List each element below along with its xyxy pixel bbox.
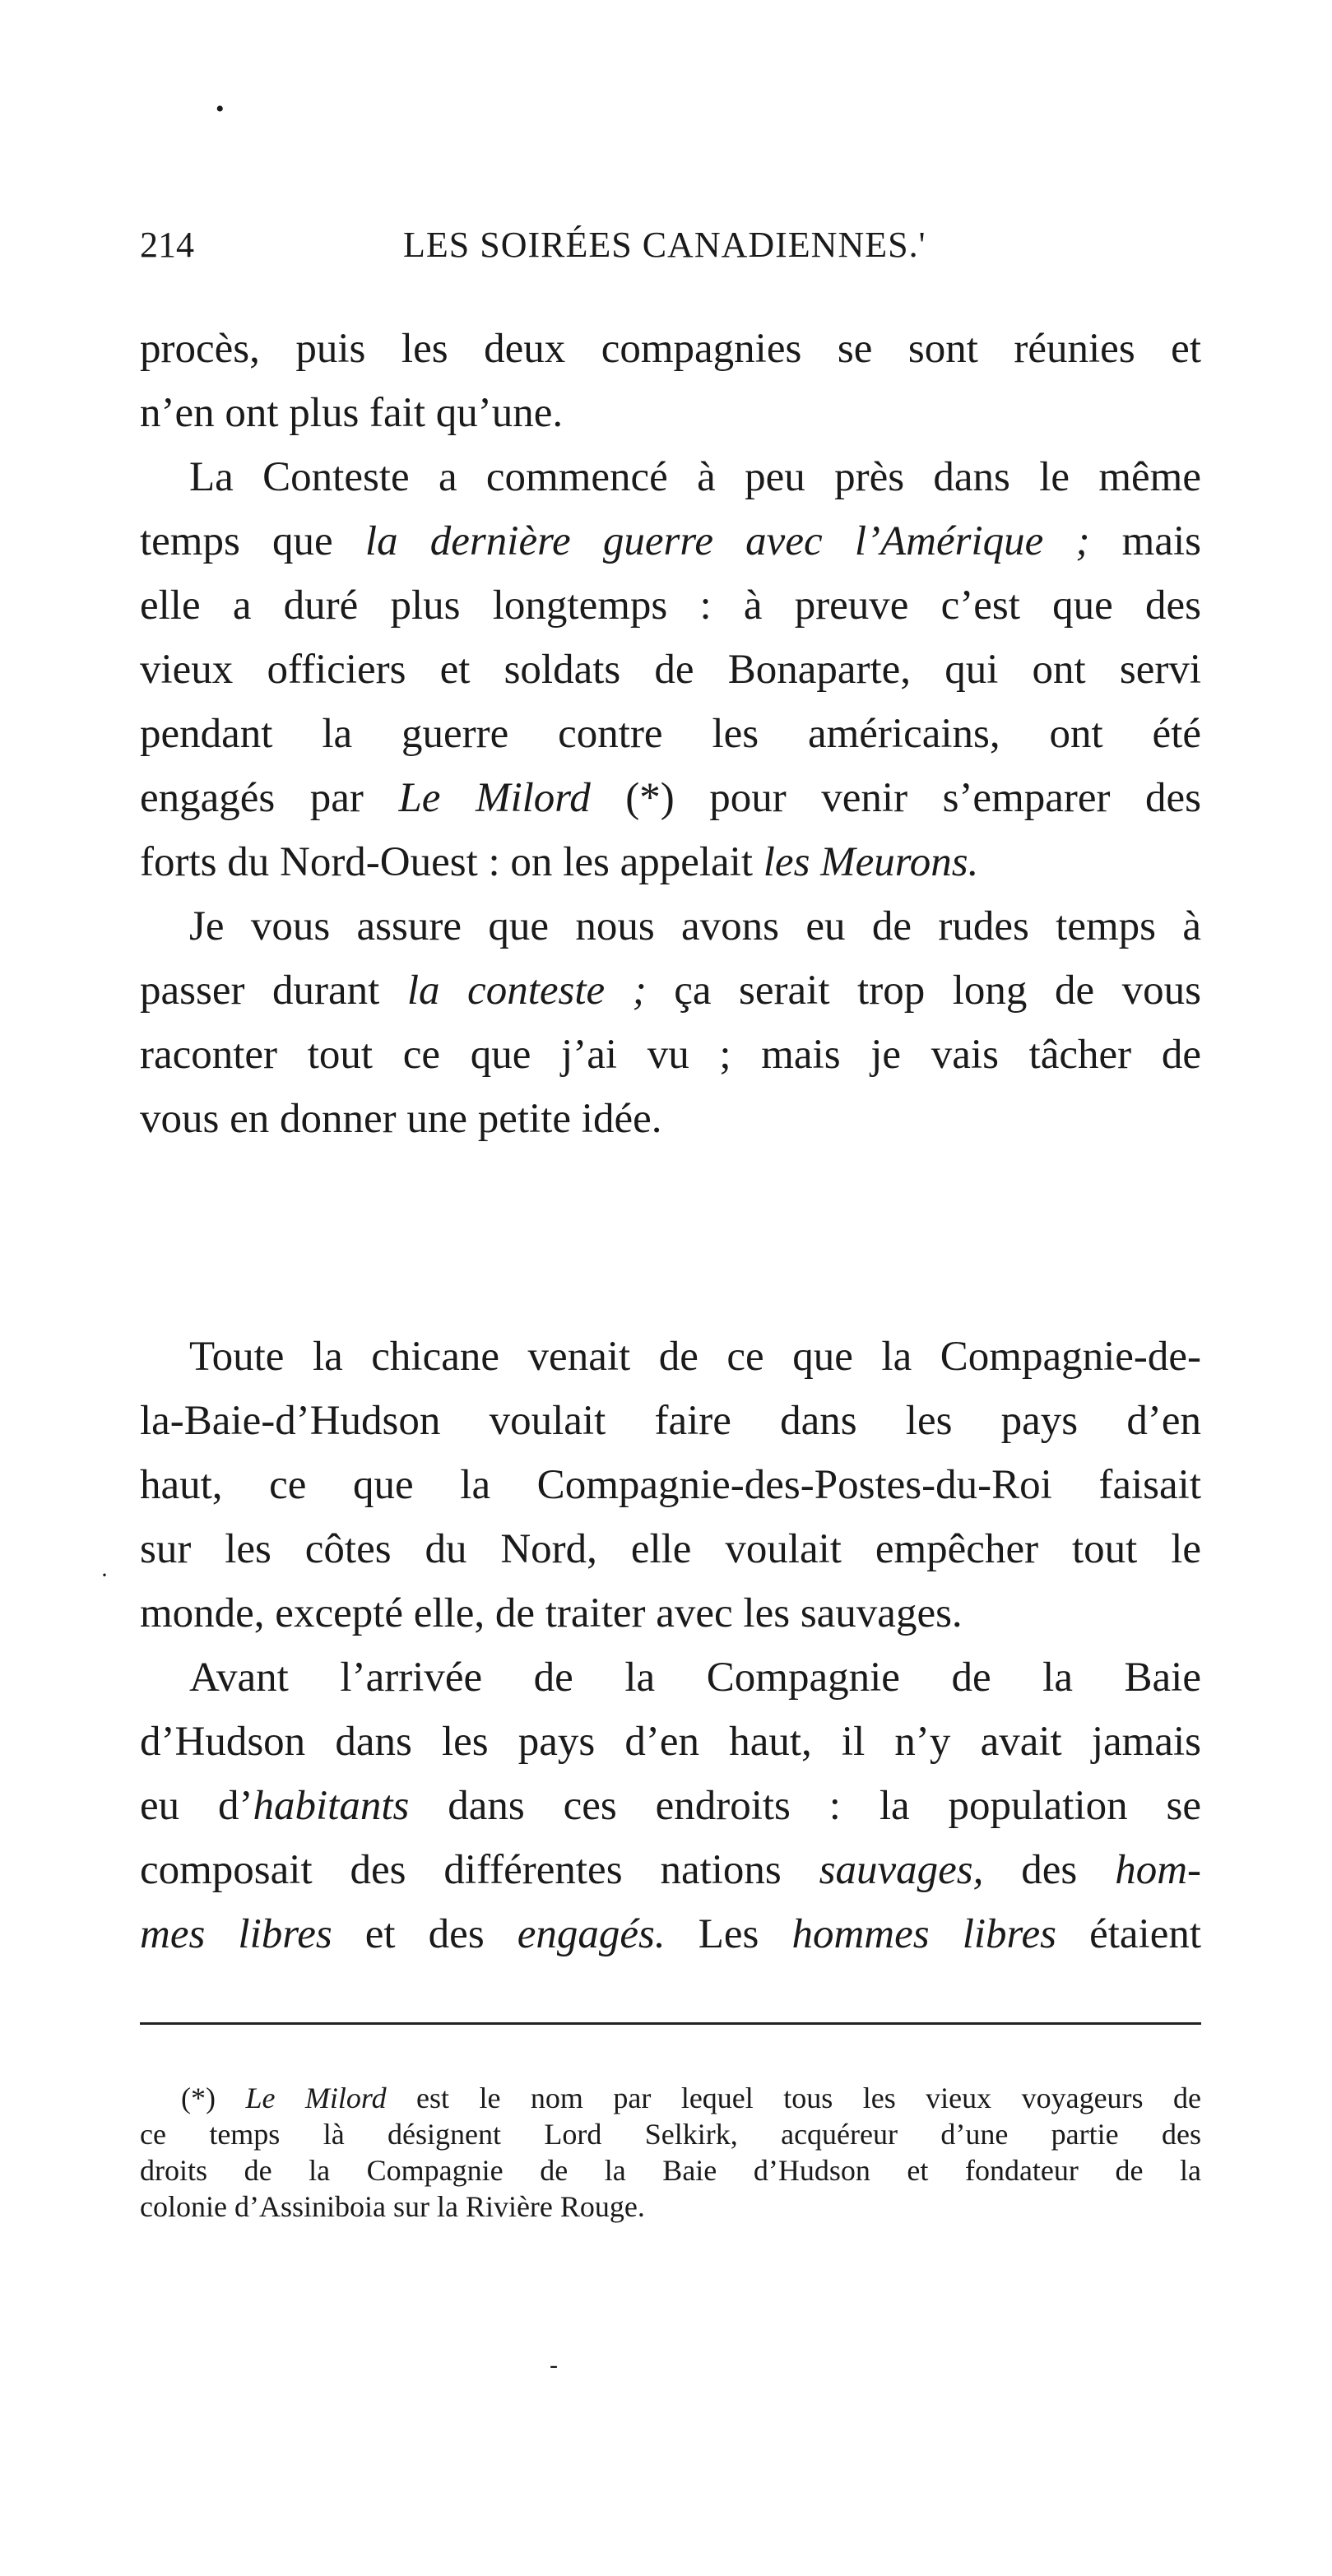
text-run: Avant l’arrivée de la Compagnie de la Baie [189, 1655, 1201, 1701]
section2-line [140, 1325, 1201, 1389]
text-run: passer durant [140, 968, 407, 1014]
stray-mark-top: • [216, 95, 225, 123]
section1-line [140, 317, 1201, 381]
text-run: d’Hudson dans les pays d’en haut, il n’y avait jamais [140, 1719, 1201, 1765]
section2-line [140, 1453, 1201, 1517]
italic-text: hommes libres [791, 1911, 1056, 1957]
section2-line [140, 1645, 1201, 1710]
text-run: vous en donner une petite idée. [140, 1096, 662, 1142]
text-run: eu d’ [140, 1783, 253, 1829]
text-run: Toute la chicane venait de ce que la Compagnie-de- [189, 1334, 1201, 1380]
text-run: des [983, 1847, 1116, 1893]
italic-text: Le Milord [398, 775, 591, 821]
italic-text: hom- [1115, 1847, 1202, 1893]
footnote-line [140, 2080, 1201, 2116]
footnote-line [140, 2116, 1201, 2152]
section2-line [140, 1389, 1201, 1453]
stray-mark-left: · [100, 1562, 109, 1589]
section1-line [140, 445, 1201, 509]
text-run: ça serait trop long de vous [646, 968, 1201, 1014]
text-run: haut, ce que la Compagnie-des-Postes-du-Roi faisait [140, 1462, 1201, 1508]
italic-text: la dernière guerre avec l’Amérique ; [364, 518, 1090, 564]
section2-line [140, 1774, 1201, 1838]
text-run: monde, excepté elle, de traiter avec les sauvages. [140, 1590, 963, 1636]
section1-line [140, 638, 1201, 702]
paragraph-block-2 [140, 1325, 1201, 1966]
running-title [403, 220, 926, 270]
text-run: vieux officiers et soldats de Bonaparte, qui ont servi [140, 647, 1201, 693]
page-number: 214 [140, 225, 194, 265]
section2-line [140, 1902, 1201, 1966]
italic-text: habitants [253, 1783, 410, 1829]
running-title-text: LES SOIRÉES CANADIENNES. [403, 225, 919, 265]
text-run: forts du Nord-Ouest : on les appelait [140, 839, 763, 885]
text-run: raconter tout ce que j’ai vu ; mais je vais tâcher de [140, 1032, 1201, 1078]
text-run: droits de la Compagnie de la Baie d’Hudson et fondateur de la [140, 2154, 1201, 2187]
italic-text: les Meurons. [763, 839, 979, 885]
text-run: n’en ont plus fait qu’une. [140, 390, 564, 436]
text-run: temps que [140, 518, 365, 564]
section1-line [140, 381, 1201, 445]
running-title-mark: ' [918, 225, 926, 265]
section1-line [140, 509, 1201, 573]
footnote-rule [140, 2022, 1201, 2025]
italic-text: engagés. [517, 1911, 666, 1957]
text-run: La Conteste a commencé à peu près dans le même [189, 454, 1201, 500]
italic-text: mes libres [140, 1911, 332, 1957]
section1-line [140, 702, 1201, 766]
text-run: et des [332, 1911, 517, 1957]
italic-text: sauvages, [819, 1847, 984, 1893]
text-run: la-Baie-d’Hudson voulait faire dans les pays d’en [140, 1398, 1201, 1444]
text-run: dans ces endroits : la population se [409, 1783, 1201, 1829]
text-run: ce temps là désignent Lord Selkirk, acquéreur d’une partie des [140, 2118, 1201, 2151]
section2-line [140, 1581, 1201, 1645]
text-run: mais [1089, 518, 1201, 564]
italic-text: Le Milord [245, 2082, 387, 2114]
section2-line [140, 1838, 1201, 1902]
text-run: sur les côtes du Nord, elle voulait empêcher tout le [140, 1526, 1201, 1572]
stray-mark-bottom: - [550, 2351, 558, 2379]
running-header [140, 220, 1201, 270]
text-run: composait des différentes nations [140, 1847, 819, 1893]
footnote [140, 2080, 1201, 2225]
section1-line [140, 766, 1201, 830]
text-run: Je vous assure que nous avons eu de rudes temps à [189, 903, 1201, 949]
footnote-line [140, 2188, 1201, 2225]
section1-line [140, 830, 1201, 894]
text-run: est le nom par lequel tous les vieux voyageurs de [386, 2082, 1201, 2114]
text-run: colonie d’Assiniboia sur la Rivière Rouge. [140, 2190, 645, 2223]
section2-line [140, 1710, 1201, 1774]
paragraph-block-1 [140, 317, 1201, 1151]
italic-text: la conteste ; [406, 968, 647, 1014]
text-run: procès, puis les deux compagnies se sont réunies et [140, 326, 1201, 372]
text-run: engagés par [140, 775, 399, 821]
text-run: pendant la guerre contre les américains, ont été [140, 711, 1201, 757]
section2-line [140, 1517, 1201, 1581]
section1-line [140, 1023, 1201, 1087]
text-run: (*) [181, 2082, 246, 2114]
footnote-line [140, 2152, 1201, 2188]
section1-line [140, 958, 1201, 1023]
section1-line [140, 894, 1201, 958]
text-run: étaient [1056, 1911, 1201, 1957]
text-run: (*) pour venir s’emparer des [590, 775, 1201, 821]
section1-line [140, 573, 1201, 638]
text-run: elle a duré plus longtemps : à preuve c’est que des [140, 583, 1201, 629]
section1-line [140, 1087, 1201, 1151]
text-run: Les [665, 1911, 792, 1957]
